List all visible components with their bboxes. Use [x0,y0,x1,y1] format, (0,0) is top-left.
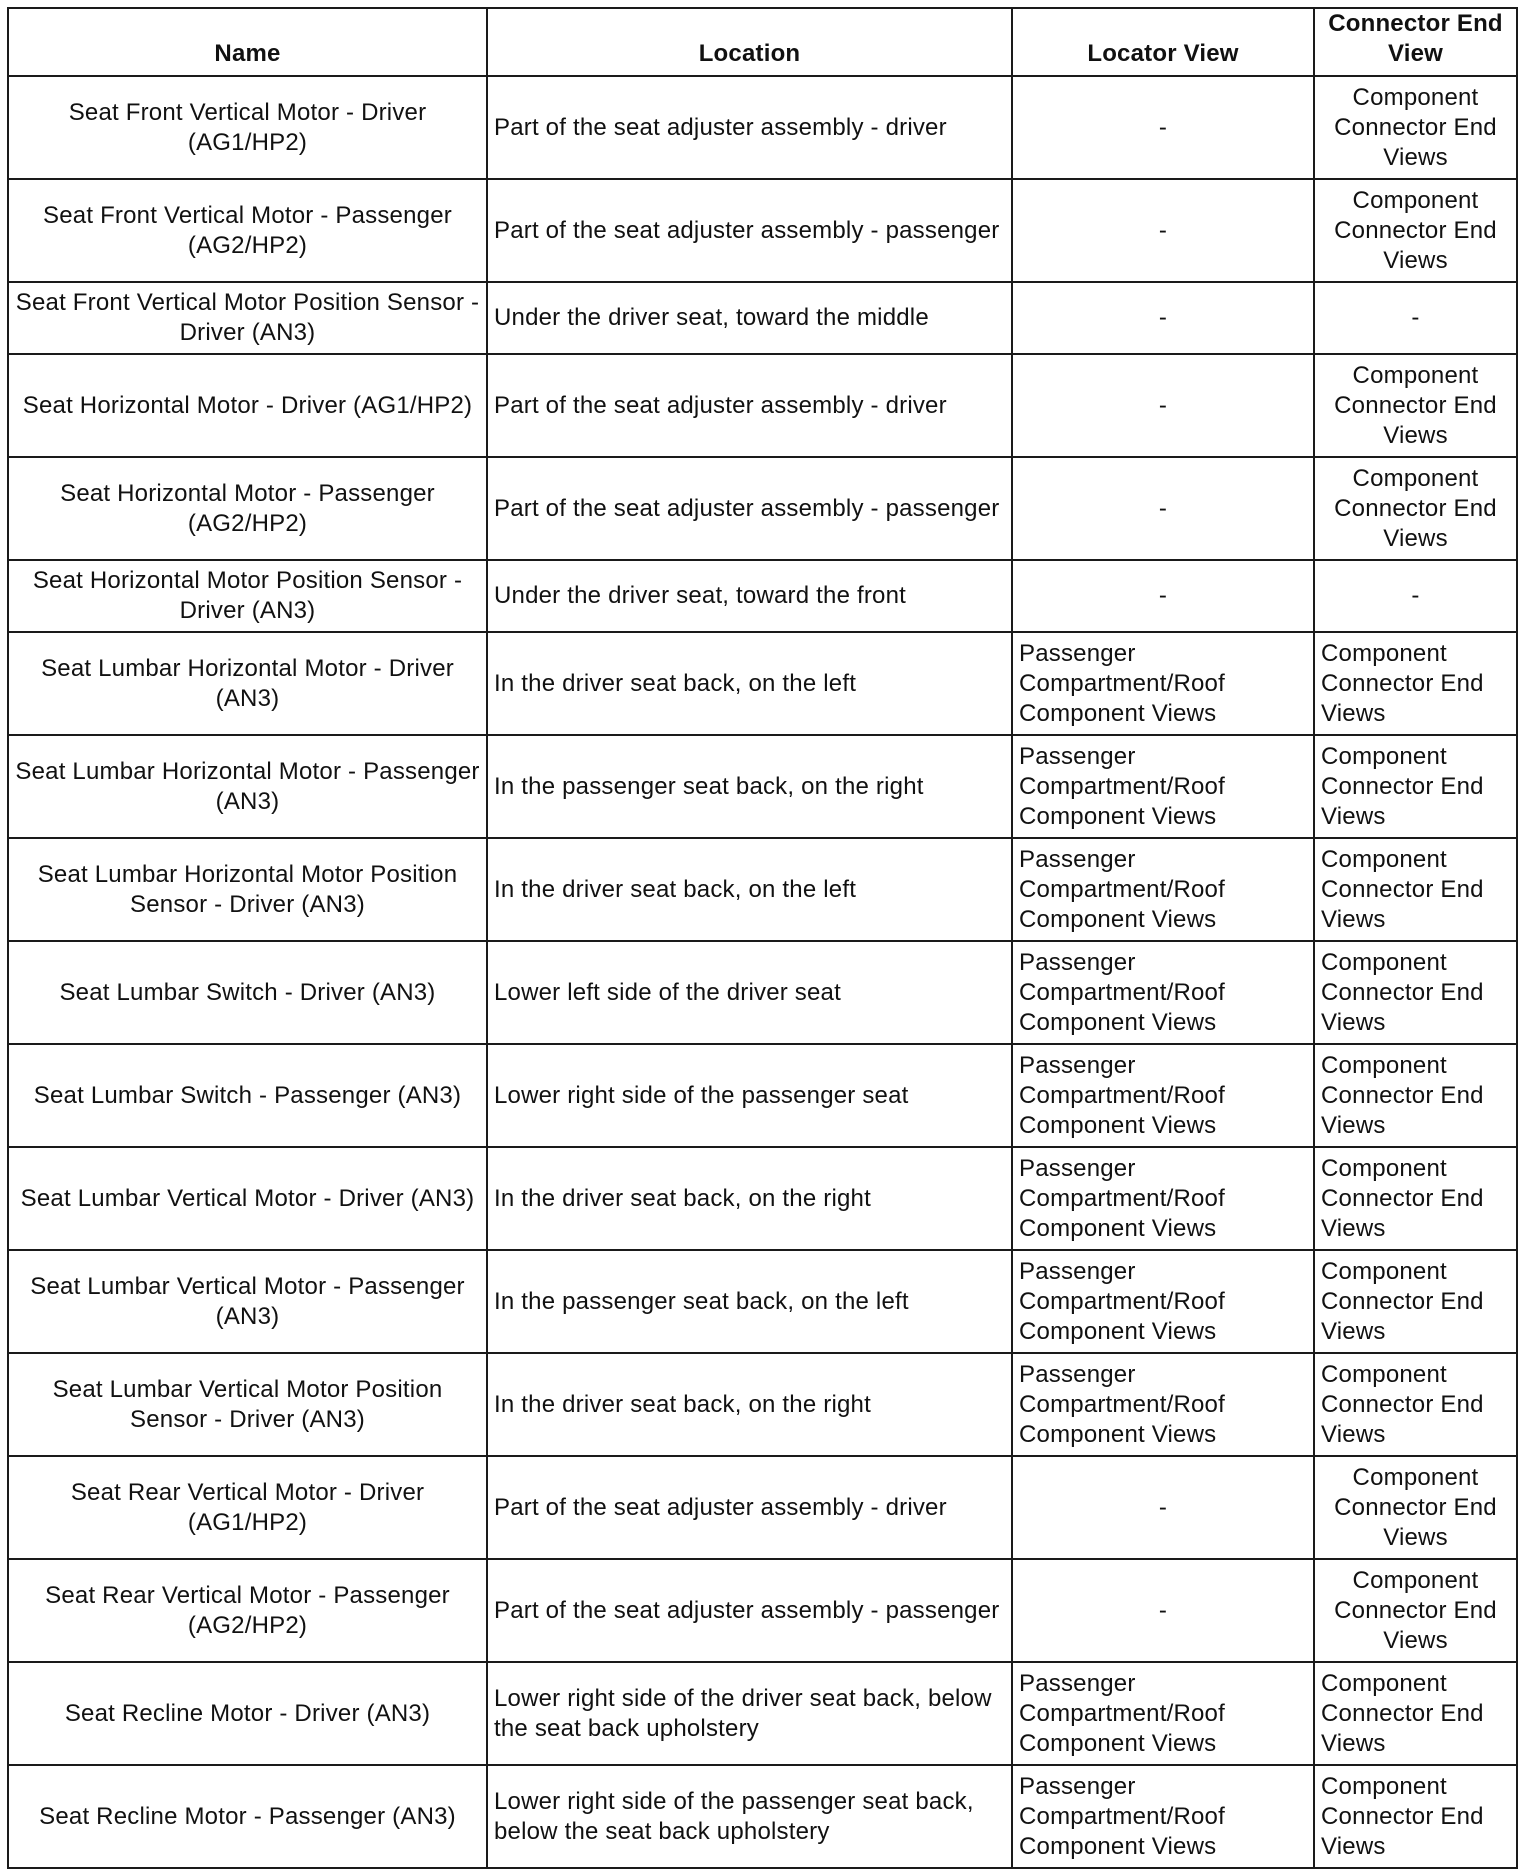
cell-connector-end-view: Component Connector End Views [1314,1147,1517,1250]
cell-name: Seat Lumbar Vertical Motor - Driver (AN3) [8,1147,487,1250]
cell-connector-end-view: Component Connector End Views [1314,838,1517,941]
cell-name: Seat Lumbar Switch - Passenger (AN3) [8,1044,487,1147]
cell-connector-end-view: - [1314,282,1517,354]
cell-location: Part of the seat adjuster assembly - driver [487,76,1012,179]
cell-connector-end-view: Component Connector End Views [1314,941,1517,1044]
table-row [8,1147,1517,1250]
table-row [8,1250,1517,1353]
cell-location: In the driver seat back, on the left [487,632,1012,735]
cell-name: Seat Recline Motor - Driver (AN3) [8,1662,487,1765]
cell-location: Part of the seat adjuster assembly - passenger [487,457,1012,560]
cell-location: In the passenger seat back, on the right [487,735,1012,838]
cell-locator-view: Passenger Compartment/Roof Component Views [1012,1662,1314,1765]
table-row [8,735,1517,838]
table-row [8,354,1517,457]
cell-name: Seat Horizontal Motor - Passenger (AG2/HP2) [8,457,487,560]
cell-locator-view: - [1012,1456,1314,1559]
cell-connector-end-view: Component Connector End Views [1314,1765,1517,1868]
cell-location: Part of the seat adjuster assembly - passenger [487,179,1012,282]
cell-connector-end-view: Component Connector End Views [1314,1559,1517,1662]
table-row [8,179,1517,282]
cell-name: Seat Lumbar Horizontal Motor - Driver (AN3) [8,632,487,735]
table-row [8,1044,1517,1147]
cell-connector-end-view: Component Connector End Views [1314,1250,1517,1353]
cell-locator-view: Passenger Compartment/Roof Component Views [1012,1353,1314,1456]
cell-location: Lower right side of the passenger seat [487,1044,1012,1147]
cell-locator-view: - [1012,560,1314,632]
table-row [8,1765,1517,1868]
table-row [8,1456,1517,1559]
cell-locator-view: Passenger Compartment/Roof Component Views [1012,1765,1314,1868]
cell-name: Seat Lumbar Horizontal Motor Position Sensor - Driver (AN3) [8,838,487,941]
cell-locator-view: - [1012,282,1314,354]
table-row [8,1559,1517,1662]
cell-name: Seat Horizontal Motor - Driver (AG1/HP2) [8,354,487,457]
cell-locator-view: - [1012,354,1314,457]
cell-name: Seat Front Vertical Motor Position Sensor - Driver (AN3) [8,282,487,354]
cell-location: In the passenger seat back, on the left [487,1250,1012,1353]
table-row [8,457,1517,560]
cell-name: Seat Recline Motor - Passenger (AN3) [8,1765,487,1868]
table-row [8,838,1517,941]
cell-locator-view: - [1012,76,1314,179]
cell-location: Lower left side of the driver seat [487,941,1012,1044]
cell-location: Part of the seat adjuster assembly - driver [487,1456,1012,1559]
table-row [8,632,1517,735]
header-locator-view: Locator View [1012,8,1314,76]
cell-locator-view: Passenger Compartment/Roof Component Views [1012,1044,1314,1147]
cell-locator-view: - [1012,179,1314,282]
cell-connector-end-view: Component Connector End Views [1314,632,1517,735]
cell-connector-end-view: Component Connector End Views [1314,1353,1517,1456]
cell-location: In the driver seat back, on the right [487,1353,1012,1456]
cell-location: Lower right side of the driver seat back, below the seat back upholstery [487,1662,1012,1765]
cell-locator-view: Passenger Compartment/Roof Component Views [1012,838,1314,941]
table-row [8,282,1517,354]
cell-location: In the driver seat back, on the left [487,838,1012,941]
cell-location: In the driver seat back, on the right [487,1147,1012,1250]
cell-name: Seat Front Vertical Motor - Passenger (AG2/HP2) [8,179,487,282]
cell-connector-end-view: Component Connector End Views [1314,1044,1517,1147]
header-name: Name [8,8,487,76]
cell-connector-end-view: Component Connector End Views [1314,735,1517,838]
cell-connector-end-view: Component Connector End Views [1314,76,1517,179]
cell-name: Seat Lumbar Switch - Driver (AN3) [8,941,487,1044]
table-row [8,1662,1517,1765]
cell-locator-view: Passenger Compartment/Roof Component Views [1012,735,1314,838]
cell-locator-view: Passenger Compartment/Roof Component Views [1012,941,1314,1044]
cell-locator-view: Passenger Compartment/Roof Component Views [1012,1250,1314,1353]
cell-connector-end-view: - [1314,560,1517,632]
cell-location: Under the driver seat, toward the front [487,560,1012,632]
cell-name: Seat Rear Vertical Motor - Passenger (AG2/HP2) [8,1559,487,1662]
cell-location: Part of the seat adjuster assembly - driver [487,354,1012,457]
cell-name: Seat Front Vertical Motor - Driver (AG1/HP2) [8,76,487,179]
cell-connector-end-view: Component Connector End Views [1314,1456,1517,1559]
cell-locator-view: Passenger Compartment/Roof Component Views [1012,632,1314,735]
table-row [8,560,1517,632]
table-row [8,941,1517,1044]
cell-locator-view: - [1012,457,1314,560]
cell-location: Under the driver seat, toward the middle [487,282,1012,354]
cell-name: Seat Lumbar Vertical Motor - Passenger (AN3) [8,1250,487,1353]
cell-connector-end-view: Component Connector End Views [1314,1662,1517,1765]
cell-connector-end-view: Component Connector End Views [1314,457,1517,560]
cell-locator-view: Passenger Compartment/Roof Component Views [1012,1147,1314,1250]
cell-location: Lower right side of the passenger seat back, below the seat back upholstery [487,1765,1012,1868]
header-location: Location [487,8,1012,76]
cell-connector-end-view: Component Connector End Views [1314,179,1517,282]
header-connector-end-view: Connector End View [1314,8,1517,76]
component-locator-table [7,7,1518,1869]
table-row [8,1353,1517,1456]
cell-name: Seat Rear Vertical Motor - Driver (AG1/HP2) [8,1456,487,1559]
cell-locator-view: - [1012,1559,1314,1662]
cell-name: Seat Lumbar Vertical Motor Position Sensor - Driver (AN3) [8,1353,487,1456]
cell-name: Seat Horizontal Motor Position Sensor - Driver (AN3) [8,560,487,632]
cell-name: Seat Lumbar Horizontal Motor - Passenger (AN3) [8,735,487,838]
table-header-row [8,8,1517,76]
cell-connector-end-view: Component Connector End Views [1314,354,1517,457]
table-row [8,76,1517,179]
cell-location: Part of the seat adjuster assembly - passenger [487,1559,1012,1662]
